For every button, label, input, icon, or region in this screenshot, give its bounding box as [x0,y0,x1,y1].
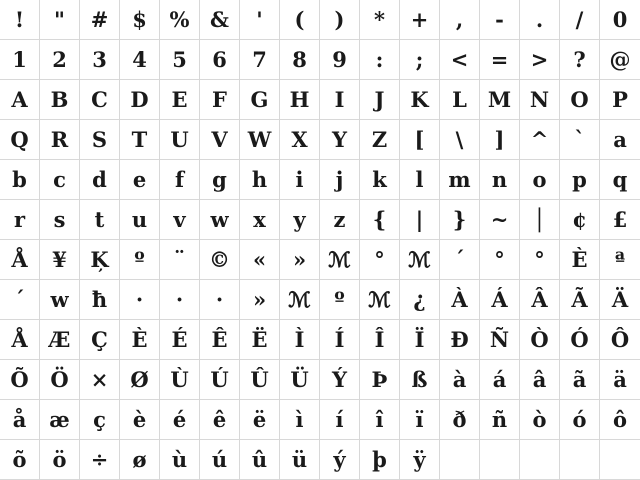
glyph-cell[interactable]: × [80,360,120,400]
glyph-cell-empty[interactable] [520,440,560,480]
glyph-cell[interactable]: Æ [40,320,80,360]
glyph-cell[interactable]: 3 [80,40,120,80]
glyph-cell[interactable]: ý [320,440,360,480]
glyph-cell[interactable]: O [560,80,600,120]
glyph-cell-empty[interactable] [480,440,520,480]
glyph-cell[interactable]: * [360,0,400,40]
glyph-cell[interactable]: : [360,40,400,80]
glyph-cell[interactable]: S [80,120,120,160]
glyph-cell[interactable]: æ [40,400,80,440]
glyph-cell[interactable]: z [320,200,360,240]
glyph-cell[interactable]: Ü [280,360,320,400]
glyph-cell[interactable]: / [560,0,600,40]
glyph-cell[interactable]: Ñ [480,320,520,360]
glyph-cell[interactable]: d [80,160,120,200]
glyph-cell[interactable]: ¥ [40,240,80,280]
glyph-cell[interactable]: ¢ [560,200,600,240]
glyph-cell[interactable]: │ [520,200,560,240]
glyph-cell[interactable]: # [80,0,120,40]
glyph-cell[interactable]: ß [400,360,440,400]
glyph-cell[interactable]: Ç [80,320,120,360]
glyph-cell[interactable]: j [320,160,360,200]
glyph-cell[interactable]: º [320,280,360,320]
glyph-cell[interactable]: ú [200,440,240,480]
glyph-cell[interactable]: ñ [480,400,520,440]
glyph-cell[interactable]: 1 [0,40,40,80]
glyph-cell[interactable]: , [440,0,480,40]
glyph-cell[interactable]: Á [480,280,520,320]
glyph-cell[interactable]: â [520,360,560,400]
glyph-cell[interactable]: » [280,240,320,280]
glyph-cell[interactable]: è [120,400,160,440]
glyph-cell[interactable]: u [120,200,160,240]
glyph-cell[interactable]: ö [40,440,80,480]
glyph-cell[interactable]: ð [440,400,480,440]
glyph-cell[interactable]: ø [120,440,160,480]
glyph-cell[interactable]: ^ [520,120,560,160]
glyph-cell[interactable]: Ê [200,320,240,360]
glyph-cell[interactable]: % [160,0,200,40]
glyph-cell[interactable]: [ [400,120,440,160]
glyph-cell[interactable]: Ø [120,360,160,400]
glyph-cell[interactable]: Ý [320,360,360,400]
glyph-cell[interactable]: g [200,160,240,200]
glyph-cell[interactable]: < [440,40,480,80]
glyph-cell[interactable]: l [400,160,440,200]
glyph-cell[interactable]: ħ [80,280,120,320]
glyph-cell[interactable]: É [160,320,200,360]
glyph-cell[interactable]: ! [0,0,40,40]
glyph-cell[interactable]: L [440,80,480,120]
glyph-cell[interactable]: k [360,160,400,200]
glyph-cell[interactable]: 7 [240,40,280,80]
glyph-cell[interactable]: X [280,120,320,160]
glyph-cell[interactable]: ò [520,400,560,440]
glyph-cell[interactable]: R [40,120,80,160]
glyph-cell[interactable]: T [120,120,160,160]
glyph-cell[interactable]: Ó [560,320,600,360]
glyph-cell-empty[interactable] [560,440,600,480]
glyph-cell[interactable]: U [160,120,200,160]
glyph-cell[interactable]: î [360,400,400,440]
glyph-cell[interactable]: p [560,160,600,200]
glyph-cell-empty[interactable] [440,440,480,480]
glyph-cell[interactable]: º [120,240,160,280]
glyph-cell[interactable]: Ö [40,360,80,400]
glyph-cell[interactable]: K [400,80,440,120]
glyph-cell[interactable]: ℳ [400,240,440,280]
glyph-cell[interactable]: - [480,0,520,40]
glyph-cell[interactable]: " [40,0,80,40]
glyph-cell[interactable]: ä [600,360,640,400]
glyph-cell[interactable]: û [240,440,280,480]
glyph-cell[interactable]: f [160,160,200,200]
glyph-cell[interactable]: N [520,80,560,120]
glyph-cell[interactable]: £ [600,200,640,240]
glyph-cell[interactable]: í [320,400,360,440]
glyph-cell[interactable]: ô [600,400,640,440]
glyph-cell[interactable]: ÿ [400,440,440,480]
glyph-cell[interactable]: J [360,80,400,120]
glyph-cell[interactable]: ª [600,240,640,280]
glyph-cell[interactable]: o [520,160,560,200]
glyph-cell[interactable]: i [280,160,320,200]
glyph-cell[interactable]: > [520,40,560,80]
glyph-cell[interactable]: Û [240,360,280,400]
glyph-cell[interactable]: È [120,320,160,360]
glyph-cell[interactable]: w [200,200,240,240]
glyph-cell[interactable]: ℳ [320,240,360,280]
glyph-cell[interactable]: ï [400,400,440,440]
glyph-cell[interactable]: Ò [520,320,560,360]
glyph-cell[interactable]: m [440,160,480,200]
glyph-cell[interactable]: 6 [200,40,240,80]
glyph-cell[interactable]: Ķ [80,240,120,280]
glyph-cell[interactable]: Ì [280,320,320,360]
glyph-cell[interactable]: Å [0,240,40,280]
glyph-cell[interactable]: Ã [560,280,600,320]
glyph-cell[interactable]: ù [160,440,200,480]
glyph-cell[interactable]: · [120,280,160,320]
glyph-cell[interactable]: « [240,240,280,280]
glyph-cell[interactable]: \ [440,120,480,160]
glyph-cell[interactable]: w [40,280,80,320]
glyph-cell[interactable]: þ [360,440,400,480]
glyph-cell[interactable]: ` [560,120,600,160]
glyph-cell[interactable]: ¿ [400,280,440,320]
glyph-cell[interactable]: ℳ [360,280,400,320]
glyph-cell[interactable]: ´ [440,240,480,280]
glyph-cell[interactable]: h [240,160,280,200]
glyph-cell[interactable]: . [520,0,560,40]
glyph-cell[interactable]: Q [0,120,40,160]
glyph-cell[interactable]: A [0,80,40,120]
glyph-cell[interactable]: a [600,120,640,160]
glyph-cell[interactable]: C [80,80,120,120]
glyph-cell[interactable]: 0 [600,0,640,40]
glyph-cell[interactable]: à [440,360,480,400]
glyph-cell[interactable]: Å [0,320,40,360]
glyph-cell-empty[interactable] [600,440,640,480]
glyph-cell[interactable]: á [480,360,520,400]
glyph-cell[interactable]: = [480,40,520,80]
glyph-cell[interactable]: n [480,160,520,200]
glyph-cell[interactable]: e [120,160,160,200]
glyph-cell[interactable]: À [440,280,480,320]
glyph-cell[interactable]: õ [0,440,40,480]
glyph-cell[interactable]: · [200,280,240,320]
glyph-cell[interactable]: ? [560,40,600,80]
glyph-cell[interactable]: © [200,240,240,280]
glyph-cell[interactable]: ã [560,360,600,400]
glyph-cell[interactable]: Ð [440,320,480,360]
glyph-cell[interactable]: D [120,80,160,120]
glyph-cell[interactable]: ÷ [80,440,120,480]
glyph-cell[interactable]: Þ [360,360,400,400]
glyph-cell[interactable]: Ù [160,360,200,400]
glyph-cell[interactable]: Ï [400,320,440,360]
glyph-cell[interactable]: V [200,120,240,160]
glyph-cell[interactable]: ç [80,400,120,440]
glyph-cell[interactable]: ó [560,400,600,440]
glyph-cell[interactable]: 5 [160,40,200,80]
glyph-cell[interactable]: Â [520,280,560,320]
glyph-cell[interactable]: M [480,80,520,120]
glyph-cell[interactable]: 2 [40,40,80,80]
glyph-cell[interactable]: È [560,240,600,280]
glyph-cell[interactable]: t [80,200,120,240]
glyph-cell[interactable]: r [0,200,40,240]
glyph-cell[interactable]: Z [360,120,400,160]
glyph-cell[interactable]: ° [480,240,520,280]
glyph-cell[interactable]: x [240,200,280,240]
glyph-cell[interactable]: | [400,200,440,240]
glyph-cell[interactable]: ) [320,0,360,40]
glyph-cell[interactable]: 4 [120,40,160,80]
glyph-cell[interactable]: c [40,160,80,200]
glyph-cell[interactable]: ~ [480,200,520,240]
glyph-cell[interactable]: @ [600,40,640,80]
glyph-cell[interactable]: Ä [600,280,640,320]
glyph-cell[interactable]: · [160,280,200,320]
glyph-cell[interactable]: Î [360,320,400,360]
glyph-cell[interactable]: P [600,80,640,120]
glyph-cell[interactable]: { [360,200,400,240]
glyph-cell[interactable]: ¨ [160,240,200,280]
glyph-cell[interactable]: E [160,80,200,120]
glyph-cell[interactable]: Ú [200,360,240,400]
glyph-cell[interactable]: H [280,80,320,120]
glyph-cell[interactable]: ( [280,0,320,40]
glyph-cell[interactable]: ´ [0,280,40,320]
glyph-cell[interactable]: q [600,160,640,200]
glyph-cell[interactable]: ì [280,400,320,440]
glyph-cell[interactable]: + [400,0,440,40]
glyph-cell[interactable]: ê [200,400,240,440]
glyph-cell[interactable]: B [40,80,80,120]
glyph-cell[interactable]: å [0,400,40,440]
glyph-cell[interactable]: ' [240,0,280,40]
glyph-cell[interactable]: } [440,200,480,240]
glyph-cell[interactable]: $ [120,0,160,40]
glyph-cell[interactable]: Ë [240,320,280,360]
glyph-cell[interactable]: F [200,80,240,120]
glyph-cell[interactable]: ° [520,240,560,280]
glyph-cell[interactable]: é [160,400,200,440]
glyph-cell[interactable]: v [160,200,200,240]
glyph-cell[interactable]: y [280,200,320,240]
glyph-cell[interactable]: Ô [600,320,640,360]
glyph-cell[interactable]: I [320,80,360,120]
glyph-cell[interactable]: ] [480,120,520,160]
glyph-cell[interactable]: Í [320,320,360,360]
glyph-cell[interactable]: ° [360,240,400,280]
glyph-cell[interactable]: b [0,160,40,200]
glyph-cell[interactable]: W [240,120,280,160]
glyph-cell[interactable]: ℳ [280,280,320,320]
glyph-cell[interactable]: ; [400,40,440,80]
glyph-cell[interactable]: » [240,280,280,320]
glyph-cell[interactable]: s [40,200,80,240]
glyph-cell[interactable]: & [200,0,240,40]
glyph-cell[interactable]: G [240,80,280,120]
glyph-cell[interactable]: Y [320,120,360,160]
glyph-cell[interactable]: 9 [320,40,360,80]
glyph-cell[interactable]: ü [280,440,320,480]
glyph-cell[interactable]: ë [240,400,280,440]
glyph-cell[interactable]: Õ [0,360,40,400]
glyph-cell[interactable]: 8 [280,40,320,80]
